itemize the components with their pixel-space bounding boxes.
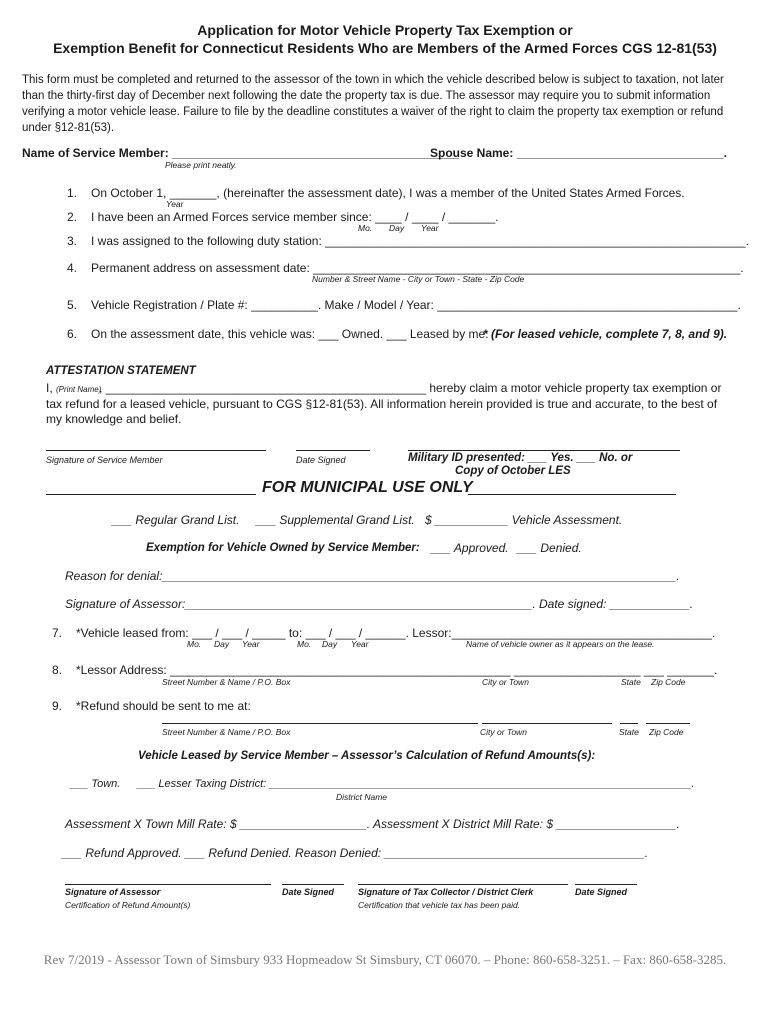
item-8-state-caption: State bbox=[621, 677, 641, 687]
attestation-heading: ATTESTATION STATEMENT bbox=[46, 365, 196, 377]
attestation-print-name-caption: (Print Name) bbox=[56, 385, 102, 394]
item-7-to-month-caption: Mo. bbox=[297, 639, 312, 649]
service-member-signature-line[interactable] bbox=[46, 450, 266, 451]
refund-decision-line[interactable]: ___ Refund Approved. ___ Refund Denied. Reason Denied: _______________________________________. bbox=[62, 846, 649, 860]
item-2-text[interactable]: I have been an Armed Forces service member since: ____ / ____ / _______. bbox=[91, 210, 499, 224]
spouse-name-field[interactable]: Spouse Name: _______________________________. bbox=[430, 146, 727, 160]
owned-denied-check[interactable]: ___ Denied. bbox=[517, 541, 582, 555]
item-4-number: 4. bbox=[67, 261, 78, 275]
intro-line-3: verifying a motor vehicle lease. Failure to file by the deadline constitutes a waiver of the right to claim the property tax exemption or refund bbox=[22, 106, 724, 118]
certification-refund-caption: Certification of Refund Amount(s) bbox=[65, 900, 191, 910]
owned-approved-check[interactable]: ___ Approved. bbox=[431, 541, 509, 555]
item-9-zip-caption: Zip Code bbox=[649, 727, 684, 737]
owned-exemption-heading: Exemption for Vehicle Owned by Service Member: bbox=[146, 542, 420, 554]
item-9-zip-line[interactable] bbox=[646, 723, 690, 724]
item-9-state-caption: State bbox=[619, 727, 639, 737]
form-title-line-1: Application for Motor Vehicle Property Tax Exemption or bbox=[197, 22, 573, 38]
intro-line-4: under §12-81(53). bbox=[22, 122, 115, 134]
item-8-text[interactable]: *Lessor Address: ___________________________________________________ ___________________ ___ _______. bbox=[76, 663, 718, 677]
item-8-zip-caption: Zip Code bbox=[651, 677, 686, 687]
item-2-day-caption: Day bbox=[389, 223, 405, 233]
collector-signature-label: Signature of Tax Collector / District Clerk bbox=[358, 887, 534, 897]
item-5-number: 5. bbox=[67, 298, 78, 312]
service-member-signature-label: Signature of Service Member bbox=[46, 455, 163, 465]
print-neatly-caption: Please print neatly. bbox=[165, 160, 237, 170]
item-7-to-day-caption: Day bbox=[322, 639, 338, 649]
item-6-text[interactable]: On the assessment date, this vehicle was: ___ Owned. ___ Leased by me. bbox=[91, 327, 489, 341]
item-9-city-caption: City or Town bbox=[480, 727, 527, 737]
item-2-number: 2. bbox=[67, 210, 78, 224]
item-9-text: *Refund should be sent to me at: bbox=[76, 699, 251, 713]
item-6-number: 6. bbox=[67, 327, 78, 341]
item-3-text[interactable]: I was assigned to the following duty station: _______________________________________________________________. bbox=[91, 234, 749, 248]
item-9-street-caption: Street Number & Name / P.O. Box bbox=[162, 727, 291, 737]
certification-paid-caption: Certification that vehicle tax has been paid. bbox=[358, 900, 521, 910]
item-7-lessor-caption: Name of vehicle owner as it appears on the lease. bbox=[466, 639, 655, 649]
item-9-state-line[interactable] bbox=[620, 723, 638, 724]
municipal-rule-right bbox=[468, 494, 676, 495]
collector-date-label: Date Signed bbox=[575, 887, 628, 897]
assessor-signature-line[interactable] bbox=[65, 884, 271, 885]
item-7-from-day-caption: Day bbox=[214, 639, 230, 649]
assessor-date-label: Date Signed bbox=[282, 887, 335, 897]
footer-contact: Rev 7/2019 - Assessor Town of Simsbury 933 Hopmeadow St Simsbury, CT 06070. – Phone: 860-658-3251. – Fax: 860-658-3285. bbox=[43, 952, 727, 967]
item-8-street-caption: Street Number & Name / P.O. Box bbox=[162, 677, 291, 687]
item-8-city-caption: City or Town bbox=[482, 677, 529, 687]
military-id-line bbox=[408, 450, 680, 451]
attestation-i: I, bbox=[46, 381, 53, 395]
item-6-leased-note: * (For leased vehicle, complete 7, 8, and 9). bbox=[483, 327, 728, 341]
item-5-text[interactable]: Vehicle Registration / Plate #: __________. Make / Model / Year: _____________________________________________. bbox=[91, 298, 741, 312]
item-7-from-year-caption: Year bbox=[242, 639, 260, 649]
item-3-number: 3. bbox=[67, 234, 78, 248]
collector-date-line[interactable] bbox=[575, 884, 637, 885]
service-member-date-line[interactable] bbox=[296, 450, 370, 451]
regular-grand-list-check[interactable]: ___ Regular Grand List. bbox=[112, 513, 240, 527]
item-1-year-caption: Year bbox=[166, 199, 184, 209]
mill-rate-fields[interactable]: Assessment X Town Mill Rate: $ ___________________. Assessment X District Mill Rate: $ __________________. bbox=[65, 817, 680, 831]
item-9-street-line[interactable] bbox=[162, 723, 478, 724]
item-4-text[interactable]: Permanent address on assessment date: ________________________________________________________________. bbox=[91, 261, 744, 275]
item-7-number: 7. bbox=[52, 626, 63, 640]
attestation-line-2: tax refund for a leased vehicle, pursuant to CGS §12-81(53). All information herein provided is true and accurate, to the best of bbox=[46, 397, 718, 411]
town-check[interactable]: ___ Town. bbox=[70, 778, 121, 790]
reason-for-denial-field[interactable]: Reason for denial:_____________________________________________________________________________. bbox=[65, 569, 680, 583]
item-7-from-month-caption: Mo. bbox=[187, 639, 202, 649]
attestation-line-3: my knowledge and belief. bbox=[46, 412, 182, 426]
item-1-text[interactable]: On October 1, _______, (hereinafter the assessment date), I was a member of the United States Armed Forces. bbox=[91, 186, 685, 200]
assessor-date-line[interactable] bbox=[282, 884, 344, 885]
supplemental-grand-list-check[interactable]: ___ Supplemental Grand List. bbox=[256, 513, 415, 527]
district-name-caption: District Name bbox=[336, 792, 388, 802]
vehicle-assessment-field[interactable]: $ ___________ Vehicle Assessment. bbox=[425, 513, 623, 527]
service-member-date-label: Date Signed bbox=[296, 455, 346, 465]
item-4-address-caption: Number & Street Name - City or Town - State - Zip Code bbox=[312, 274, 525, 284]
municipal-use-heading: FOR MUNICIPAL USE ONLY bbox=[262, 479, 473, 496]
form-title-line-2: Exemption Benefit for Connecticut Residents Who are Members of the Armed Forces CGS 12-81(53) bbox=[53, 40, 717, 56]
leased-refund-heading: Vehicle Leased by Service Member – Assessor’s Calculation of Refund Amounts(s): bbox=[138, 750, 596, 762]
intro-line-1: This form must be completed and returned to the assessor of the town in which the vehicle described below is subject to taxation, not later bbox=[22, 74, 724, 86]
assessor-signature-label: Signature of Assessor bbox=[65, 887, 161, 897]
municipal-rule-left bbox=[46, 494, 256, 495]
service-member-name-field[interactable]: Name of Service Member: ___________________________________________ bbox=[22, 146, 460, 160]
copy-of-october-les: Copy of October LES bbox=[455, 465, 571, 477]
intro-line-2: than the thirty-first day of December next following the date the property tax is due. The assessor may require you to submit information bbox=[22, 90, 711, 102]
item-2-month-caption: Mo. bbox=[358, 223, 373, 233]
attestation-line-1[interactable]: , ________________________________________________ hereby claim a motor vehicle property tax exemption or bbox=[99, 381, 722, 395]
lesser-taxing-district-field[interactable]: ___ Lesser Taxing District: _____________________________________________________________________. bbox=[137, 778, 695, 790]
military-id-presented[interactable]: Military ID presented: ___ Yes. ___ No. or bbox=[408, 452, 633, 464]
item-7-to-year-caption: Year bbox=[351, 639, 369, 649]
item-9-city-line[interactable] bbox=[482, 723, 612, 724]
collector-signature-line[interactable] bbox=[358, 884, 568, 885]
assessor-signature-field[interactable]: Signature of Assessor:____________________________________________________. Date signed: ____________. bbox=[65, 597, 694, 611]
item-8-number: 8. bbox=[52, 663, 63, 677]
item-2-year-caption: Year bbox=[421, 223, 439, 233]
item-7-text[interactable]: *Vehicle leased from: ___ / ___ / _____ to: ___ / ___ / ______. Lessor:_______________________________________. bbox=[76, 626, 716, 640]
item-9-number: 9. bbox=[52, 699, 63, 713]
item-1-number: 1. bbox=[67, 186, 78, 200]
